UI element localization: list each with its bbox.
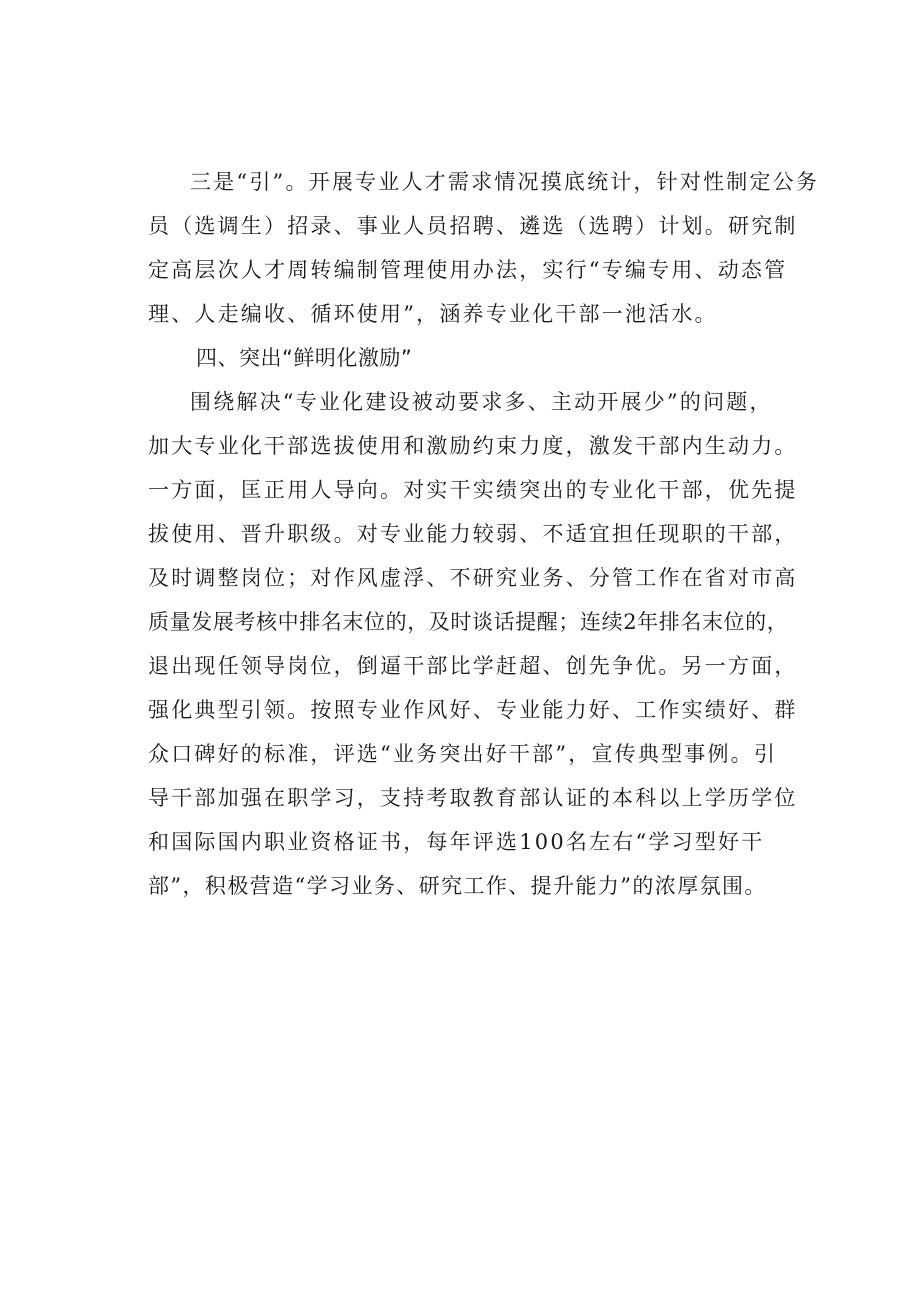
- paragraph-2-line-8: 强化典型引领。按照专业作风好、专业能力好、工作实绩好、群: [148, 698, 798, 722]
- paragraph-2-line-11: 和国际国内职业资格证书，每年评选100名左右“学习型好干: [148, 830, 765, 854]
- paragraph-1-line-3: 定高层次人才周转编制管理使用办法，实行“专编专用、动态管: [148, 258, 788, 282]
- paragraph-2-line-5: 及时调整岗位；对作风虚浮、不研究业务、分管工作在省对市高: [148, 566, 798, 590]
- paragraph-2-line-4: 拔使用、晋升职级。对专业能力较弱、不适宜担任现职的干部，: [148, 522, 798, 546]
- section-heading: 四、突出“鲜明化激励”: [196, 346, 413, 370]
- paragraph-1-line-4: 理、人走编收、循环使用”，涵养专业化干部一池活水。: [148, 302, 718, 326]
- paragraph-2-line-1: 围绕解决“专业化建设被动要求多、主动开展少”的问题，: [190, 390, 773, 414]
- paragraph-2-line-2: 加大专业化干部选拔使用和激励约束力度，激发干部内生动力。: [148, 434, 798, 458]
- paragraph-2-line-9: 众口碑好的标准，评选“业务突出好干部”，宣传典型事例。引: [148, 742, 778, 766]
- paragraph-2-line-7: 退出现任领导岗位，倒逼干部比学赶超、创先争优。另一方面，: [148, 654, 798, 678]
- paragraph-2-line-10: 导干部加强在职学习，支持考取教育部认证的本科以上学历学位: [148, 786, 798, 810]
- paragraph-1-line-2: 员（选调生）招录、事业人员招聘、遴选（选聘）计划。研究制: [148, 214, 798, 238]
- paragraph-2-line-12: 部”，积极营造“学习业务、研究工作、提升能力”的浓厚氛围。: [148, 874, 767, 898]
- paragraph-2-line-3: 一方面，匡正用人导向。对实干实绩突出的专业化干部，优先提: [148, 478, 798, 502]
- paragraph-2-line-6: 质量发展考核中排名末位的，及时谈话提醒；连续2年排名末位的，: [148, 610, 789, 634]
- paragraph-1-line-1: 三是“引”。开展专业人才需求情况摸底统计，针对性制定公务: [190, 170, 820, 194]
